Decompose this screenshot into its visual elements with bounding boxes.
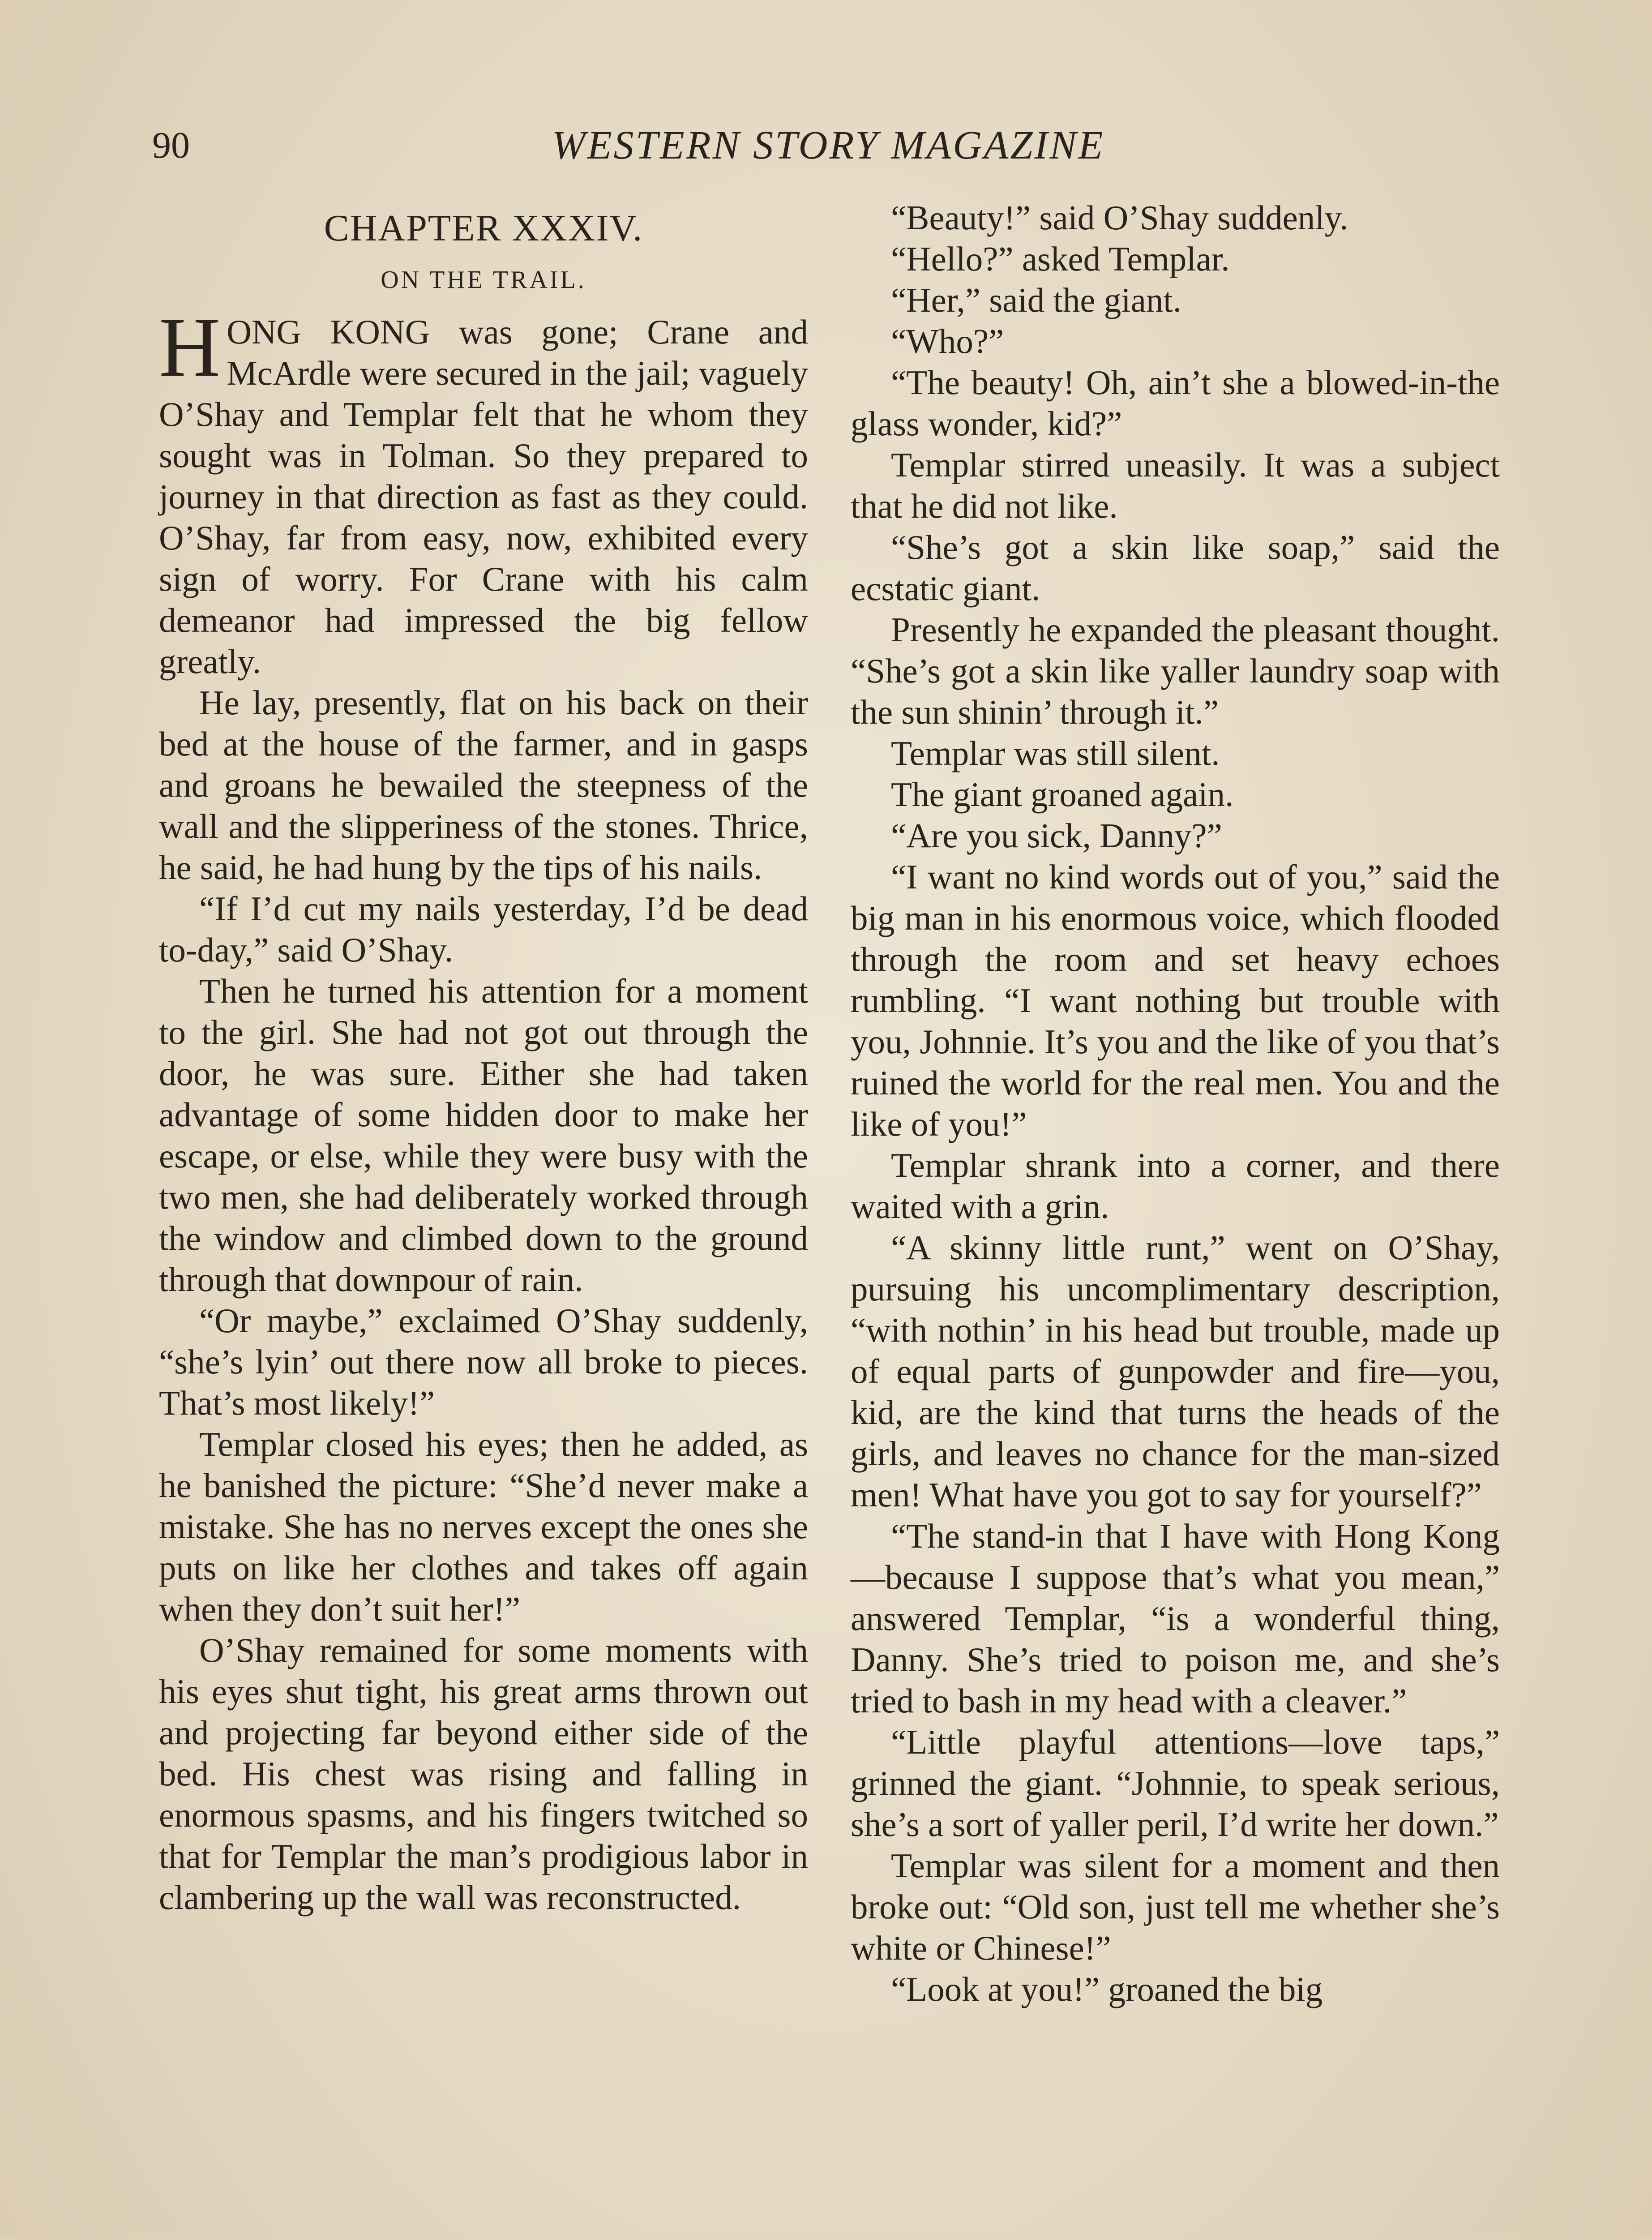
- paragraph: “Who?”: [891, 322, 1004, 360]
- paragraph: “Hello?” asked Templar.: [891, 240, 1230, 278]
- paragraph: “She’s got a skin like soap,” said the ecstatic giant.: [851, 528, 1500, 608]
- paragraph: “I want no kind words out of you,” said the big man in his enormous voice, which flooded through the room and set heavy echoes rumbling. “I want nothing but trouble with you, Johnnie. It’s you and the like of you that’s ruined the world for the real men. You and the like of you!”: [851, 858, 1500, 1143]
- paragraph: “A skinny little runt,” went on O’Shay, pursuing his uncomplimentary description, “with nothin’ in his head but trouble, made up of equal parts of gunpowder and fire—you, kid, are the kind that turns the heads of the girls, and leaves no chance for the man-sized men! What have you got to say for yourself?”: [851, 1228, 1500, 1514]
- paragraph: “Her,” said the giant.: [891, 281, 1182, 319]
- paragraph: “The beauty! Oh, ain’t she a blowed-in-the glass wonder, kid?”: [851, 363, 1500, 443]
- paragraph: Templar was silent for a moment and then broke out: “Old son, just tell me whether she’s white or Chinese!”: [851, 1846, 1500, 1967]
- paragraph: “Are you sick, Danny?”: [891, 816, 1222, 855]
- paragraph: “If I’d cut my nails yesterday, I’d be dead to-day,” said O’Shay.: [159, 889, 808, 969]
- paragraph: The giant groaned again.: [891, 775, 1234, 814]
- paragraph: “Or maybe,” exclaimed O’Shay suddenly, “she’s lyin’ out there now all broke to pieces. That’s most likely!”: [159, 1301, 808, 1422]
- paragraph: Templar shrank into a corner, and there waited with a grin.: [851, 1146, 1500, 1226]
- paragraph: “Look at you!” groaned the big: [891, 1970, 1323, 2008]
- paragraph: O’Shay remained for some moments with his eyes shut tight, his great arms thrown out and projecting far beyond either side of the bed. His chest was rising and falling in enormous spasms, and his fingers twitched so that for Templar the man’s prodigious labor in clambering up the wall was reconstructed.: [159, 1631, 808, 1917]
- chapter-subtitle: ON THE TRAIL.: [381, 266, 586, 294]
- paragraph: Presently he expanded the pleasant thought. “She’s got a skin like yaller laundry soap with the sun shinin’ through it.”: [851, 610, 1500, 731]
- paragraph: Templar stirred uneasily. It was a subject that he did not like.: [851, 446, 1500, 525]
- paragraph: He lay, presently, flat on his back on their bed at the house of the farmer, and in gasps and groans he bewailed the steepness of the wall and the slipperiness of the stones. Thrice, he said, he had hung by the tips of his nails.: [159, 683, 808, 887]
- paragraph: Then he turned his attention for a moment to the girl. She had not got out through the door, he was sure. Either she had taken advantage of some hidden door to make her escape, or else, while they were busy with the two men, she had deliberately worked through the window and climbed down to the ground through that downpour of rain.: [159, 972, 808, 1299]
- page-number: 90: [152, 124, 190, 166]
- paragraph: “Little playful attentions—love taps,” grinned the giant. “Johnnie, to speak serious, she’s a sort of yaller peril, I’d write her down.”: [851, 1723, 1500, 1844]
- paragraph: Templar was still silent.: [891, 734, 1220, 772]
- left-column: [159, 197, 808, 1918]
- running-head: WESTERN STORY MAGAZINE: [552, 123, 1105, 167]
- page-header: [152, 119, 1504, 172]
- paragraph: “The stand-in that I have with Hong Kong—because I suppose that’s what you mean,” answered Templar, “is a wonderful thing, Danny. She’s tried to poison me, and she’s tried to bash in my head with a cleaver.”: [851, 1517, 1500, 1720]
- right-column: [851, 197, 1500, 2010]
- paragraph: HONG KONG was gone; Crane and McArdle were secured in the jail; vaguely O’Shay and Templar felt that he whom they sought was in Tolman. So they prepared to journey in that direction as fast as they could. O’Shay, far from easy, now, exhibited every sign of worry. For Crane with his calm demeanor had impressed the big fellow greatly.: [159, 300, 808, 681]
- paragraph: “Beauty!” said O’Shay suddenly.: [891, 198, 1348, 237]
- paragraph: Templar closed his eyes; then he added, as he banished the picture: “She’d never make a mistake. She has no nerves except the ones she puts on like her clothes and takes off again when they don’t suit her!”: [159, 1425, 808, 1628]
- chapter-title: CHAPTER XXXIV.: [324, 207, 643, 249]
